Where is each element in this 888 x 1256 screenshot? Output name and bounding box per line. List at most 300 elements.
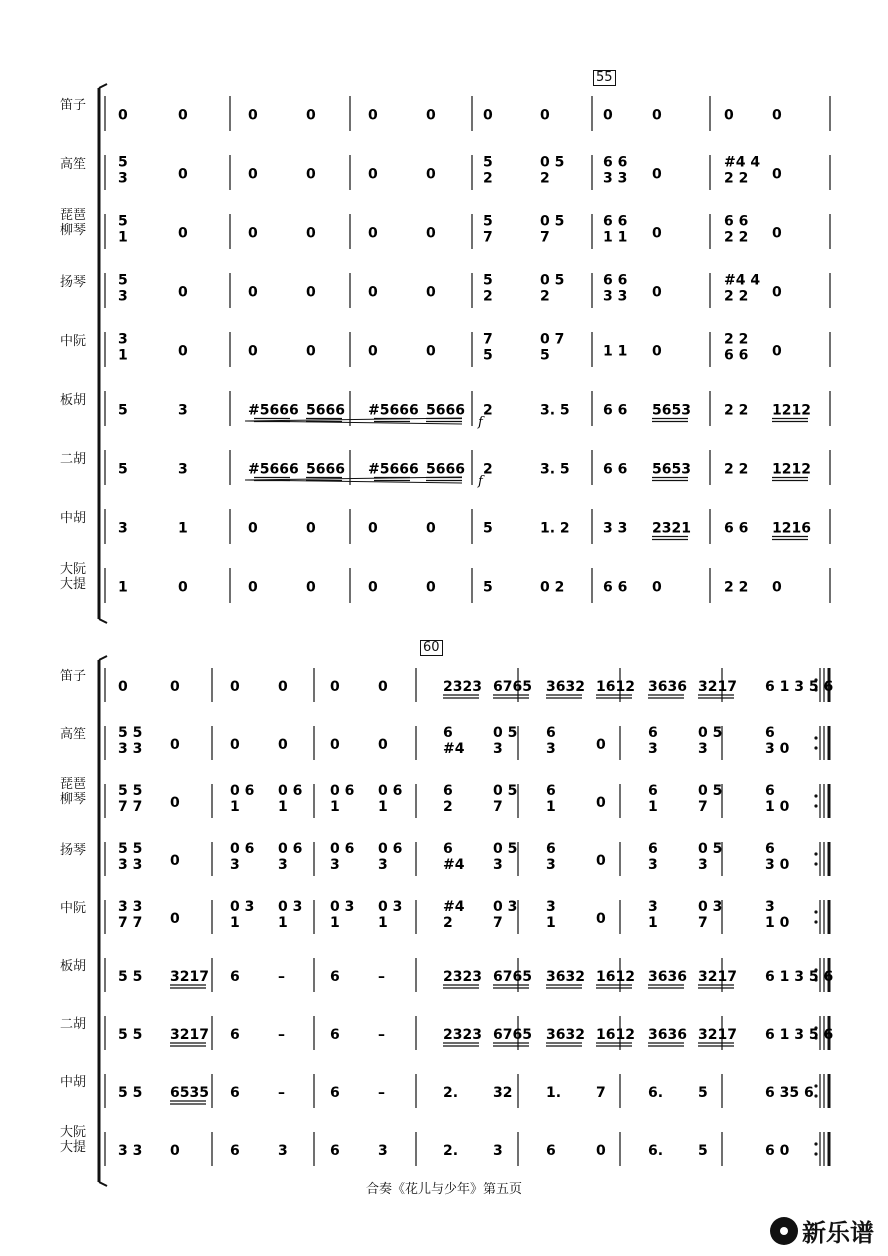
- note-lower: 1: [648, 915, 658, 931]
- note: 6765: [493, 679, 532, 695]
- note: 0: [368, 579, 378, 596]
- note-lower: 7 7: [118, 799, 143, 815]
- note-lower: 3: [230, 857, 240, 873]
- instrument-label: 扬琴: [59, 843, 86, 858]
- note: 3636: [648, 1027, 687, 1043]
- note: 6 35 6: [765, 1085, 814, 1101]
- note-upper: 6: [546, 841, 556, 857]
- rehearsal-mark-55: 55: [593, 70, 616, 86]
- note: 3: [178, 402, 188, 419]
- note-lower: 1: [546, 915, 556, 931]
- note-upper: #4 4: [724, 272, 761, 289]
- note: 6: [230, 1143, 240, 1159]
- note: 1612: [596, 969, 635, 985]
- note: 0: [426, 579, 436, 596]
- note-lower: 1 0: [765, 799, 790, 815]
- note: 2 2: [724, 402, 749, 419]
- note-lower: 3 3: [603, 170, 628, 187]
- note: 5: [118, 402, 128, 419]
- note-upper: 0 6: [330, 783, 355, 799]
- note: 0: [248, 107, 258, 124]
- note-lower: 3 3: [603, 288, 628, 305]
- note: 5 5: [118, 1085, 143, 1101]
- note: 5666: [426, 461, 465, 478]
- note-upper: 5 5: [118, 783, 143, 799]
- note-lower: 7: [483, 229, 493, 246]
- note-lower: 5: [483, 347, 493, 364]
- instrument-label: 琵琶 柳琴: [59, 777, 86, 807]
- note-lower: 3: [493, 857, 503, 873]
- note-lower: 7: [698, 915, 708, 931]
- note-upper: 0 3: [278, 899, 303, 915]
- note: –: [278, 1085, 285, 1101]
- note-upper: 3: [546, 899, 556, 915]
- note-lower: 5: [540, 347, 550, 364]
- note-upper: 6: [648, 725, 658, 741]
- note: –: [378, 1027, 385, 1043]
- note: 3: [118, 520, 128, 537]
- note-upper: 6: [546, 783, 556, 799]
- note: 3632: [546, 679, 585, 695]
- note: 6.: [648, 1085, 664, 1101]
- note-lower: 1: [278, 799, 288, 815]
- note-upper: 5: [483, 154, 493, 171]
- note: 0: [170, 679, 180, 695]
- brand-name: 新乐谱: [802, 1219, 874, 1247]
- note: 1212: [772, 402, 811, 419]
- note: 7: [596, 1085, 606, 1101]
- note: 2.: [443, 1085, 459, 1101]
- note: 6 1 3 5 6: [765, 1027, 834, 1043]
- note: 0: [772, 343, 782, 360]
- note-upper: 3: [765, 899, 775, 915]
- note: 0: [368, 225, 378, 242]
- note: 3. 5: [540, 402, 570, 419]
- note: 0: [248, 284, 258, 301]
- note-upper: 6: [765, 841, 775, 857]
- note: 3217: [170, 969, 209, 985]
- note: 5666: [306, 461, 345, 478]
- note-lower: 3: [648, 741, 658, 757]
- note: 0: [652, 166, 662, 183]
- instrument-label: 板胡: [59, 392, 86, 408]
- note: 6 1 3 5 6: [765, 969, 834, 985]
- note: #5666: [368, 402, 419, 419]
- note-upper: 0 5: [698, 841, 723, 857]
- note: #5666: [248, 461, 299, 478]
- note-lower: 1: [546, 799, 556, 815]
- note-upper: 6 6: [724, 213, 749, 230]
- note-lower: #4: [443, 741, 465, 757]
- note-upper: 6: [765, 725, 775, 741]
- instrument-label: 琵琶 柳琴: [59, 207, 86, 238]
- note: #5666: [368, 461, 419, 478]
- dynamic-forte: f: [478, 474, 483, 489]
- system-2: [99, 656, 833, 1186]
- note: 0: [596, 911, 606, 927]
- note-lower: 3: [278, 857, 288, 873]
- note-upper: 0 6: [278, 783, 303, 799]
- note-lower: 7: [493, 799, 503, 815]
- note: 0: [540, 107, 550, 124]
- note-lower: 3: [546, 741, 556, 757]
- note-lower: 1: [330, 799, 340, 815]
- note: 0: [230, 679, 240, 695]
- note-upper: 5: [118, 272, 128, 289]
- note-lower: 1 1: [603, 229, 628, 246]
- note: 0: [772, 166, 782, 183]
- note-lower: 1: [278, 915, 288, 931]
- note-upper: 3 3: [118, 899, 143, 915]
- note-lower: 2: [443, 799, 453, 815]
- note: 3217: [698, 1027, 737, 1043]
- note: 0: [248, 225, 258, 242]
- note: 0: [306, 520, 316, 537]
- note-upper: 0 6: [278, 841, 303, 857]
- note: 0: [330, 679, 340, 695]
- note: –: [378, 969, 385, 985]
- note: 0: [178, 284, 188, 301]
- note: 1612: [596, 1027, 635, 1043]
- note-upper: 5 5: [118, 725, 143, 741]
- note: 0: [178, 225, 188, 242]
- instrument-label: 中胡: [59, 1075, 86, 1090]
- note-upper: 3: [118, 331, 128, 348]
- note-lower: 2: [540, 170, 550, 187]
- note: 2: [483, 402, 493, 419]
- note-upper: 2 2: [724, 331, 749, 348]
- note: 6 6: [724, 520, 749, 537]
- instrument-label: 大阮 大提: [59, 1125, 86, 1155]
- note-upper: 6 6: [603, 272, 628, 289]
- note-lower: 1 0: [765, 915, 790, 931]
- note: 0: [248, 166, 258, 183]
- note-upper: 0 3: [698, 899, 723, 915]
- note-lower: 1: [378, 799, 388, 815]
- note: 0: [248, 343, 258, 360]
- note: #5666: [248, 402, 299, 419]
- note-upper: 0 6: [378, 783, 403, 799]
- note: 1612: [596, 679, 635, 695]
- note-upper: 0 3: [230, 899, 255, 915]
- note: 0: [426, 520, 436, 537]
- note: 1: [178, 520, 188, 537]
- note-lower: 3 0: [765, 741, 790, 757]
- note: 0: [170, 737, 180, 753]
- note-upper: 0 3: [493, 899, 518, 915]
- note-lower: 3 3: [118, 741, 143, 757]
- note: 0: [368, 107, 378, 124]
- note: 0: [426, 107, 436, 124]
- note-lower: #4: [443, 857, 465, 873]
- note: 0: [248, 520, 258, 537]
- note: 1.: [546, 1085, 562, 1101]
- note-lower: 2: [443, 915, 453, 931]
- note: 3217: [698, 969, 737, 985]
- note: 2323: [443, 1027, 482, 1043]
- note: 6 0: [765, 1143, 790, 1159]
- page-footer: 合奏《花儿与少年》第五页: [365, 1182, 522, 1197]
- note: 3 3: [603, 520, 628, 537]
- note: 3217: [698, 679, 737, 695]
- note: 3636: [648, 969, 687, 985]
- note: 5: [483, 520, 493, 537]
- note-upper: 6: [546, 725, 556, 741]
- note: 0: [652, 225, 662, 242]
- note: 0: [652, 579, 662, 596]
- note: 2 2: [724, 461, 749, 478]
- note-upper: #4 4: [724, 154, 761, 171]
- note-lower: 2 2: [724, 229, 749, 246]
- note: 0: [772, 579, 782, 596]
- note-upper: 0 6: [230, 783, 255, 799]
- note: 0: [178, 166, 188, 183]
- note-lower: 3: [330, 857, 340, 873]
- note: 3: [378, 1143, 388, 1159]
- note-upper: 0 5: [540, 154, 565, 171]
- note: 1: [118, 579, 128, 596]
- note: 0: [178, 579, 188, 596]
- note: 0: [368, 520, 378, 537]
- instrument-label: 二胡: [59, 451, 86, 467]
- note-lower: 3: [648, 857, 658, 873]
- note: –: [378, 1085, 385, 1101]
- note: 2: [483, 461, 493, 478]
- note-upper: 6 6: [603, 213, 628, 230]
- note: 0: [603, 107, 613, 124]
- note: 6: [330, 969, 340, 985]
- note: 0: [772, 107, 782, 124]
- note-lower: 7: [540, 229, 550, 246]
- note: 6 1 3 5 6: [765, 679, 834, 695]
- note: 1 1: [603, 343, 628, 360]
- note-upper: 5: [483, 272, 493, 289]
- note: 2323: [443, 679, 482, 695]
- note: 2.: [443, 1143, 459, 1159]
- note: 6765: [493, 1027, 532, 1043]
- note-lower: 7 7: [118, 915, 143, 931]
- note-upper: 0 3: [378, 899, 403, 915]
- note-lower: 7: [698, 799, 708, 815]
- brand-logo: [770, 1213, 874, 1248]
- note: 0 2: [540, 579, 565, 596]
- note-upper: 6: [443, 725, 453, 741]
- note: 0: [652, 343, 662, 360]
- note-lower: 2: [540, 288, 550, 305]
- note-lower: 6 6: [724, 347, 749, 364]
- note: 6535: [170, 1085, 209, 1101]
- note-lower: 3: [118, 170, 128, 187]
- note: 0: [772, 284, 782, 301]
- note: 3636: [648, 679, 687, 695]
- note-lower: 7: [493, 915, 503, 931]
- note: 6: [546, 1143, 556, 1159]
- note: 0: [248, 579, 258, 596]
- note: 3217: [170, 1027, 209, 1043]
- note: 1216: [772, 520, 811, 537]
- note-upper: 0 3: [330, 899, 355, 915]
- note: 0: [230, 737, 240, 753]
- note-upper: #4: [443, 899, 465, 915]
- note: 5: [483, 579, 493, 596]
- note-lower: 2: [483, 170, 493, 187]
- note: 6: [330, 1027, 340, 1043]
- note-lower: 2: [483, 288, 493, 305]
- note: 3632: [546, 1027, 585, 1043]
- note-lower: 3: [118, 288, 128, 305]
- note-upper: 5: [118, 213, 128, 230]
- note-lower: 3: [698, 857, 708, 873]
- note-upper: 5 5: [118, 841, 143, 857]
- note-upper: 0 5: [540, 213, 565, 230]
- dynamic-forte: f: [478, 415, 483, 430]
- note: 5: [118, 461, 128, 478]
- note: 0: [178, 107, 188, 124]
- note: 0: [652, 284, 662, 301]
- note: 0: [118, 107, 128, 124]
- instrument-label: 中阮: [59, 333, 86, 349]
- note-lower: 3: [493, 741, 503, 757]
- note: 0: [378, 679, 388, 695]
- note-upper: 0 5: [493, 725, 518, 741]
- note-lower: 3: [546, 857, 556, 873]
- note: 0: [724, 107, 734, 124]
- note: 0: [278, 679, 288, 695]
- note-upper: 0 5: [698, 725, 723, 741]
- note-lower: 3: [378, 857, 388, 873]
- note: 0: [426, 166, 436, 183]
- note: 6: [230, 1027, 240, 1043]
- instrument-label: 高笙: [59, 727, 86, 742]
- note: 5 5: [118, 1027, 143, 1043]
- note-lower: 1: [648, 799, 658, 815]
- note: 5666: [426, 402, 465, 419]
- note: 0: [378, 737, 388, 753]
- note-lower: 1: [230, 799, 240, 815]
- note: 0: [306, 284, 316, 301]
- note: 0: [426, 284, 436, 301]
- note-upper: 0 6: [330, 841, 355, 857]
- note: 0: [170, 1143, 180, 1159]
- note-upper: 5: [118, 154, 128, 171]
- note: 1212: [772, 461, 811, 478]
- note: 6: [330, 1085, 340, 1101]
- note: 0: [306, 166, 316, 183]
- note: 0: [368, 284, 378, 301]
- note: 6765: [493, 969, 532, 985]
- note-upper: 6 6: [603, 154, 628, 171]
- instrument-label: 扬琴: [59, 274, 86, 290]
- rehearsal-mark-60: 60: [420, 640, 443, 656]
- note: 0: [368, 343, 378, 360]
- note-upper: 7: [483, 331, 493, 348]
- note: 0: [306, 343, 316, 360]
- note: 5653: [652, 402, 691, 419]
- note: 0: [426, 343, 436, 360]
- note: 0: [178, 343, 188, 360]
- note: 6 6: [603, 579, 628, 596]
- note: 5666: [306, 402, 345, 419]
- note: 3 3: [118, 1143, 143, 1159]
- note-upper: 6: [648, 841, 658, 857]
- note: 0: [426, 225, 436, 242]
- note: 3632: [546, 969, 585, 985]
- note: 3: [178, 461, 188, 478]
- instrument-label: 中阮: [59, 901, 86, 916]
- instrument-label: 大阮 大提: [59, 561, 86, 592]
- note-lower: 2 2: [724, 288, 749, 305]
- note-lower: 1: [118, 347, 128, 364]
- note: 5 5: [118, 969, 143, 985]
- note: 6 6: [603, 402, 628, 419]
- note: 6: [230, 1085, 240, 1101]
- note: 0: [118, 679, 128, 695]
- note: 0: [170, 795, 180, 811]
- note: 0: [596, 795, 606, 811]
- note-lower: 1: [230, 915, 240, 931]
- note-upper: 6: [765, 783, 775, 799]
- note-upper: 0 7: [540, 331, 565, 348]
- note: 5653: [652, 461, 691, 478]
- note: 0: [596, 853, 606, 869]
- instrument-label: 中胡: [59, 510, 86, 526]
- instrument-label: 二胡: [59, 1017, 86, 1032]
- note: 2 2: [724, 579, 749, 596]
- record-disc-icon: [770, 1217, 798, 1245]
- instrument-label: 板胡: [59, 959, 86, 974]
- note: –: [278, 1027, 285, 1043]
- note-upper: 6: [648, 783, 658, 799]
- note-upper: 0 5: [493, 841, 518, 857]
- note: 6: [230, 969, 240, 985]
- note: 0: [368, 166, 378, 183]
- instrument-label: 笛子: [59, 669, 86, 684]
- system-1: [99, 84, 830, 623]
- note: 0: [278, 737, 288, 753]
- note-upper: 5: [483, 213, 493, 230]
- note-upper: 0 5: [493, 783, 518, 799]
- note-upper: 0 5: [540, 272, 565, 289]
- note-upper: 0 6: [378, 841, 403, 857]
- note-lower: 3 0: [765, 857, 790, 873]
- note: 0: [652, 107, 662, 124]
- note: 0: [483, 107, 493, 124]
- note-upper: 0 6: [230, 841, 255, 857]
- note-upper: 6: [443, 841, 453, 857]
- note: 3. 5: [540, 461, 570, 478]
- instrument-label: 高笙: [59, 156, 86, 172]
- note-lower: 1: [118, 229, 128, 246]
- note: 0: [596, 1143, 606, 1159]
- note-lower: 3: [698, 741, 708, 757]
- note: 0: [170, 853, 180, 869]
- note: 3: [278, 1143, 288, 1159]
- note: 0: [306, 225, 316, 242]
- note: –: [278, 969, 285, 985]
- note: 3: [493, 1143, 503, 1159]
- note-lower: 1: [330, 915, 340, 931]
- note: 2321: [652, 520, 691, 537]
- note: 0: [596, 737, 606, 753]
- note-lower: 2 2: [724, 170, 749, 187]
- instrument-label: 笛子: [59, 97, 86, 113]
- note: 0: [330, 737, 340, 753]
- note-lower: 3 3: [118, 857, 143, 873]
- note-upper: 0 5: [698, 783, 723, 799]
- note: 0: [306, 579, 316, 596]
- note: 6 6: [603, 461, 628, 478]
- note: 5: [698, 1143, 708, 1159]
